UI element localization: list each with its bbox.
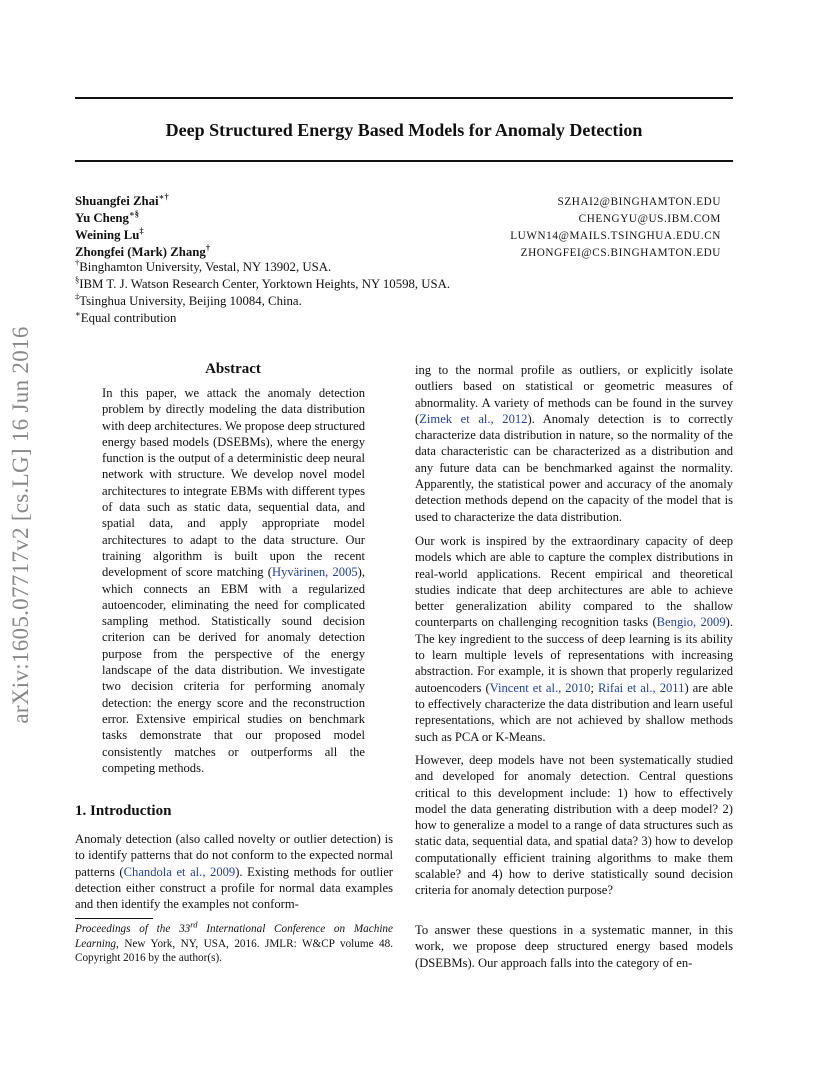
- section-heading: 1. Introduction: [75, 803, 172, 819]
- author-name: Weining Lu‡: [75, 225, 144, 242]
- title-bottom-rule: [75, 160, 733, 162]
- affiliation-list: [75, 259, 450, 327]
- author-email: ZHONGFEI@CS.BINGHAMTON.EDU: [520, 247, 721, 259]
- paper-title: Deep Structured Energy Based Models for Anomaly Detection: [165, 120, 643, 140]
- body-paragraph: Our work is inspired by the extraordinary capacity of deep models which are able to capture the complex distributions in real-world applications. Recent empirical and theoretical studies indicate that deep architectures are able to achieve better generalization ability compared to the shallow counterparts on challenging recognition tasks (Bengio, 2009). The key ingredient to the success of deep learning is its ability to learn multiple levels of representations with increasing abstraction. For example, it is shown that properly regularized autoencoders (Vincent et al., 2010; Rifai et al., 2011) are able to effectively characterize the data distribution and learn useful representations, which are not achieved by shallow methods such as PCA or K-Means.: [415, 534, 734, 744]
- author-emails: [510, 194, 721, 262]
- citation-link[interactable]: Bengio, 2009: [656, 615, 726, 630]
- citation-link[interactable]: Zimek et al., 2012: [419, 411, 528, 426]
- author-name: Zhongfei (Mark) Zhang†: [75, 242, 211, 259]
- affiliation: §IBM T. J. Watson Research Center, Yorktown Heights, NY 10598, USA.: [75, 274, 451, 291]
- abstract-heading: Abstract: [205, 361, 261, 377]
- abstract-text: In this paper, we attack the anomaly detection problem by directly modeling the data distribution with deep architectures. We propose deep structured energy based models (DSEBMs), where the energy function is the output of a deterministic deep neural network with structure. We develop novel model architectures to integrate EBMs with different types of data such as static data, sequential data, and spatial data, and apply appropriate model architectures to adapt to the data structure. Our training algorithm is built upon the recent development of score matching (Hyvärinen, 2005), which connects an EBM with a regularized autoencoder, eliminating the need for complicated sampling method. Statistically sound decision criterion can be derived for anomaly detection purpose from the perspective of the energy landscape of the data distribution. We investigate two decision criteria for performing anomaly detection: the energy score and the reconstruction error. Extensive empirical studies on benchmark tasks demonstrate that our proposed model consistently matches or outperforms all the competing methods.: [102, 386, 366, 775]
- body-paragraph: ing to the normal profile as outliers, or explicitly isolate outliers based on statistical or geometric measures of abnormality. A variety of methods can be found in the survey (Zimek et al., 2012). Anomaly detection is to correctly characterize data distribution in nature, so the normality of the data characteristic can be characterized as a distribution and any future data can be benchmarked against the normality. Apparently, the statistical power and accuracy of the anomaly detection methods depend on the capacity of the model that is used to characterize the data distribution.: [415, 363, 733, 524]
- author-name: Yu Cheng∗§: [75, 208, 140, 225]
- body-paragraph: To answer these questions in a systematic manner, in this work, we propose deep structured energy based models (DSEBMs). Our approach falls into the category of en-: [415, 923, 733, 970]
- affiliation: ‡Tsinghua University, Beijing 10084, China.: [75, 291, 302, 308]
- citation-link[interactable]: Vincent et al., 2010: [489, 680, 591, 695]
- author-name: Shuangfei Zhai∗†: [75, 191, 169, 208]
- affiliation: ∗Equal contribution: [75, 308, 177, 325]
- author-list: [75, 193, 210, 261]
- citation-link[interactable]: Rifai et al., 2011: [598, 680, 685, 695]
- footnote: Proceedings of the 33rd International Conference on Machine Learning, New York, NY, USA, 2016. JMLR: W&CP volume 48. Copyright 2016 by the author(s).: [75, 919, 393, 964]
- arxiv-stamp: arXiv:1605.07717v2 [cs.LG] 16 Jun 2016: [8, 326, 33, 724]
- citation-link[interactable]: Chandola et al., 2009: [123, 864, 236, 879]
- author-email: SZHAI2@BINGHAMTON.EDU: [557, 196, 721, 208]
- body-paragraph: However, deep models have not been systematically studied and developed for anomaly detection. Central questions critical to this development include: 1) how to effectively model the data generating distribution with a deep model? 2) how to generalize a model to a range of data structures such as static data, sequential data, and spatial data? 3) how to develop computationally efficient training algorithms to make them scalable? and 4) how to derive statistically sound decision criteria for anomaly detection purpose?: [415, 753, 733, 898]
- footnote-rule: [75, 918, 153, 919]
- affiliation: †Binghamton University, Vestal, NY 13902, USA.: [75, 257, 332, 274]
- intro-paragraph: Anomaly detection (also called novelty or outlier detection) is to identify patterns that do not conform to the expected normal patterns (Chandola et al., 2009). Existing methods for outlier detection either construct a profile for normal data examples and then identify the examples not conform-: [75, 832, 393, 912]
- citation-link[interactable]: Hyvärinen, 2005: [271, 565, 358, 580]
- author-email: LUWN14@MAILS.TSINGHUA.EDU.CN: [510, 230, 721, 242]
- title-top-rule: [75, 97, 733, 99]
- author-email: CHENGYU@US.IBM.COM: [578, 213, 721, 225]
